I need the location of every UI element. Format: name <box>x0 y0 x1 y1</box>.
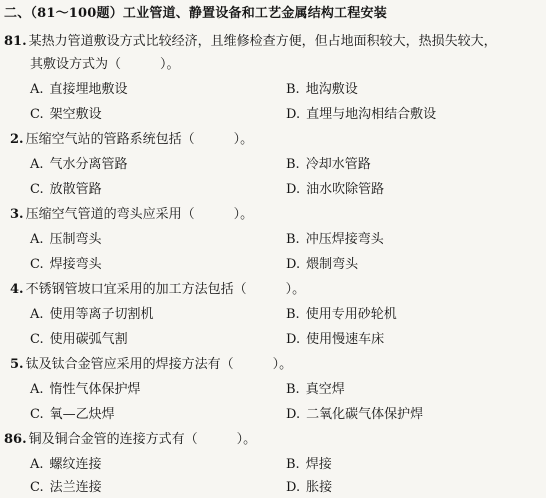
option-letter: A. <box>30 232 44 247</box>
option-letter: B. <box>286 157 300 172</box>
question-stem <box>10 278 305 297</box>
option-text: 二氧化碳气体保护焊 <box>306 407 424 422</box>
option-a[interactable] <box>30 78 128 97</box>
question-stem <box>4 30 497 49</box>
option-text: 使用等离子切割机 <box>49 307 154 322</box>
question-text: 钛及钛合金管应采用的焊接方法有（ ）。 <box>25 357 293 372</box>
option-text: 地沟敷设 <box>305 82 358 97</box>
option-letter: D. <box>286 407 301 422</box>
option-text: 焊接弯头 <box>49 257 102 272</box>
question-number: 86. <box>4 432 27 447</box>
question-text-continued: 其敷设方式为（ ）。 <box>30 57 180 72</box>
option-letter: D. <box>286 257 301 272</box>
option-text: 使用慢速车床 <box>306 332 385 347</box>
option-c[interactable] <box>30 103 102 122</box>
option-b[interactable] <box>286 153 371 172</box>
question-stem <box>10 203 253 222</box>
option-letter: D. <box>286 480 301 495</box>
option-text: 冷却水管路 <box>305 157 371 172</box>
option-c[interactable] <box>30 403 115 422</box>
option-letter: C. <box>30 332 44 347</box>
option-text: 气水分离管路 <box>49 157 128 172</box>
question-text: 不锈钢管坡口宜采用的加工方法包括（ ）。 <box>25 282 306 297</box>
option-text: 使用碳弧气割 <box>49 332 128 347</box>
option-letter: C. <box>30 107 44 122</box>
option-letter: B. <box>286 82 300 97</box>
option-text: 架空敷设 <box>49 107 102 122</box>
question-stem <box>10 353 292 372</box>
option-text: 焊接 <box>305 457 332 472</box>
question-text: 铜及铜合金管的连接方式有（ ）。 <box>28 432 257 447</box>
option-d[interactable] <box>286 178 384 197</box>
option-a[interactable] <box>30 378 141 397</box>
option-d[interactable] <box>286 403 423 422</box>
option-letter: B. <box>286 382 300 397</box>
option-d[interactable] <box>286 328 384 347</box>
question-stem <box>10 128 253 147</box>
option-text: 真空焊 <box>305 382 345 397</box>
option-b[interactable] <box>286 378 345 397</box>
option-letter: B. <box>286 457 300 472</box>
option-a[interactable] <box>30 153 128 172</box>
option-letter: A. <box>30 82 44 97</box>
option-c[interactable] <box>30 476 102 495</box>
option-a[interactable] <box>30 228 102 247</box>
option-text: 惰性气体保护焊 <box>49 382 141 397</box>
option-text: 使用专用砂轮机 <box>305 307 397 322</box>
option-text: 氧—乙炔焊 <box>49 407 115 422</box>
option-text: 油水吹除管路 <box>306 182 385 197</box>
question-number: 81. <box>4 34 27 49</box>
option-letter: A. <box>30 157 44 172</box>
option-letter: C. <box>30 407 44 422</box>
option-d[interactable] <box>286 476 332 495</box>
question-number: 5. <box>10 357 24 372</box>
option-letter: C. <box>30 480 44 495</box>
question-text: 压缩空气站的管路系统包括（ ）。 <box>25 132 254 147</box>
option-a[interactable] <box>30 453 102 472</box>
option-text: 螺纹连接 <box>49 457 102 472</box>
option-letter: C. <box>30 257 44 272</box>
option-c[interactable] <box>30 253 102 272</box>
option-b[interactable] <box>286 228 384 247</box>
option-letter: C. <box>30 182 44 197</box>
option-text: 直埋与地沟相结合敷设 <box>306 107 437 122</box>
question-number: 3. <box>10 207 24 222</box>
option-text: 胀接 <box>306 480 333 495</box>
option-c[interactable] <box>30 328 128 347</box>
option-letter: A. <box>30 307 44 322</box>
section-title: 二、（81～100题）工业管道、静置设备和工艺金属结构工程安装 <box>4 6 387 21</box>
option-text: 冲压焊接弯头 <box>305 232 384 247</box>
option-letter: D. <box>286 182 301 197</box>
question-text: 压缩空气管道的弯头应采用（ ）。 <box>25 207 254 222</box>
option-text: 压制弯头 <box>49 232 102 247</box>
option-d[interactable] <box>286 103 436 122</box>
option-letter: A. <box>30 457 44 472</box>
option-b[interactable] <box>286 78 358 97</box>
option-text: 法兰连接 <box>49 480 102 495</box>
option-text: 放散管路 <box>49 182 102 197</box>
option-letter: B. <box>286 307 300 322</box>
option-text: 煨制弯头 <box>306 257 359 272</box>
option-b[interactable] <box>286 303 397 322</box>
option-a[interactable] <box>30 303 154 322</box>
option-d[interactable] <box>286 253 358 272</box>
option-letter: D. <box>286 332 301 347</box>
option-b[interactable] <box>286 453 332 472</box>
option-letter: B. <box>286 232 300 247</box>
question-number: 2. <box>10 132 24 147</box>
option-text: 直接埋地敷设 <box>49 82 128 97</box>
option-c[interactable] <box>30 178 102 197</box>
question-stem <box>4 428 256 447</box>
option-letter: D. <box>286 107 301 122</box>
question-text: 某热力管道敷设方式比较经济，且维修检查方便，但占地面积较大，热损失较大， <box>28 34 497 49</box>
question-number: 4. <box>10 282 24 297</box>
option-letter: A. <box>30 382 44 397</box>
